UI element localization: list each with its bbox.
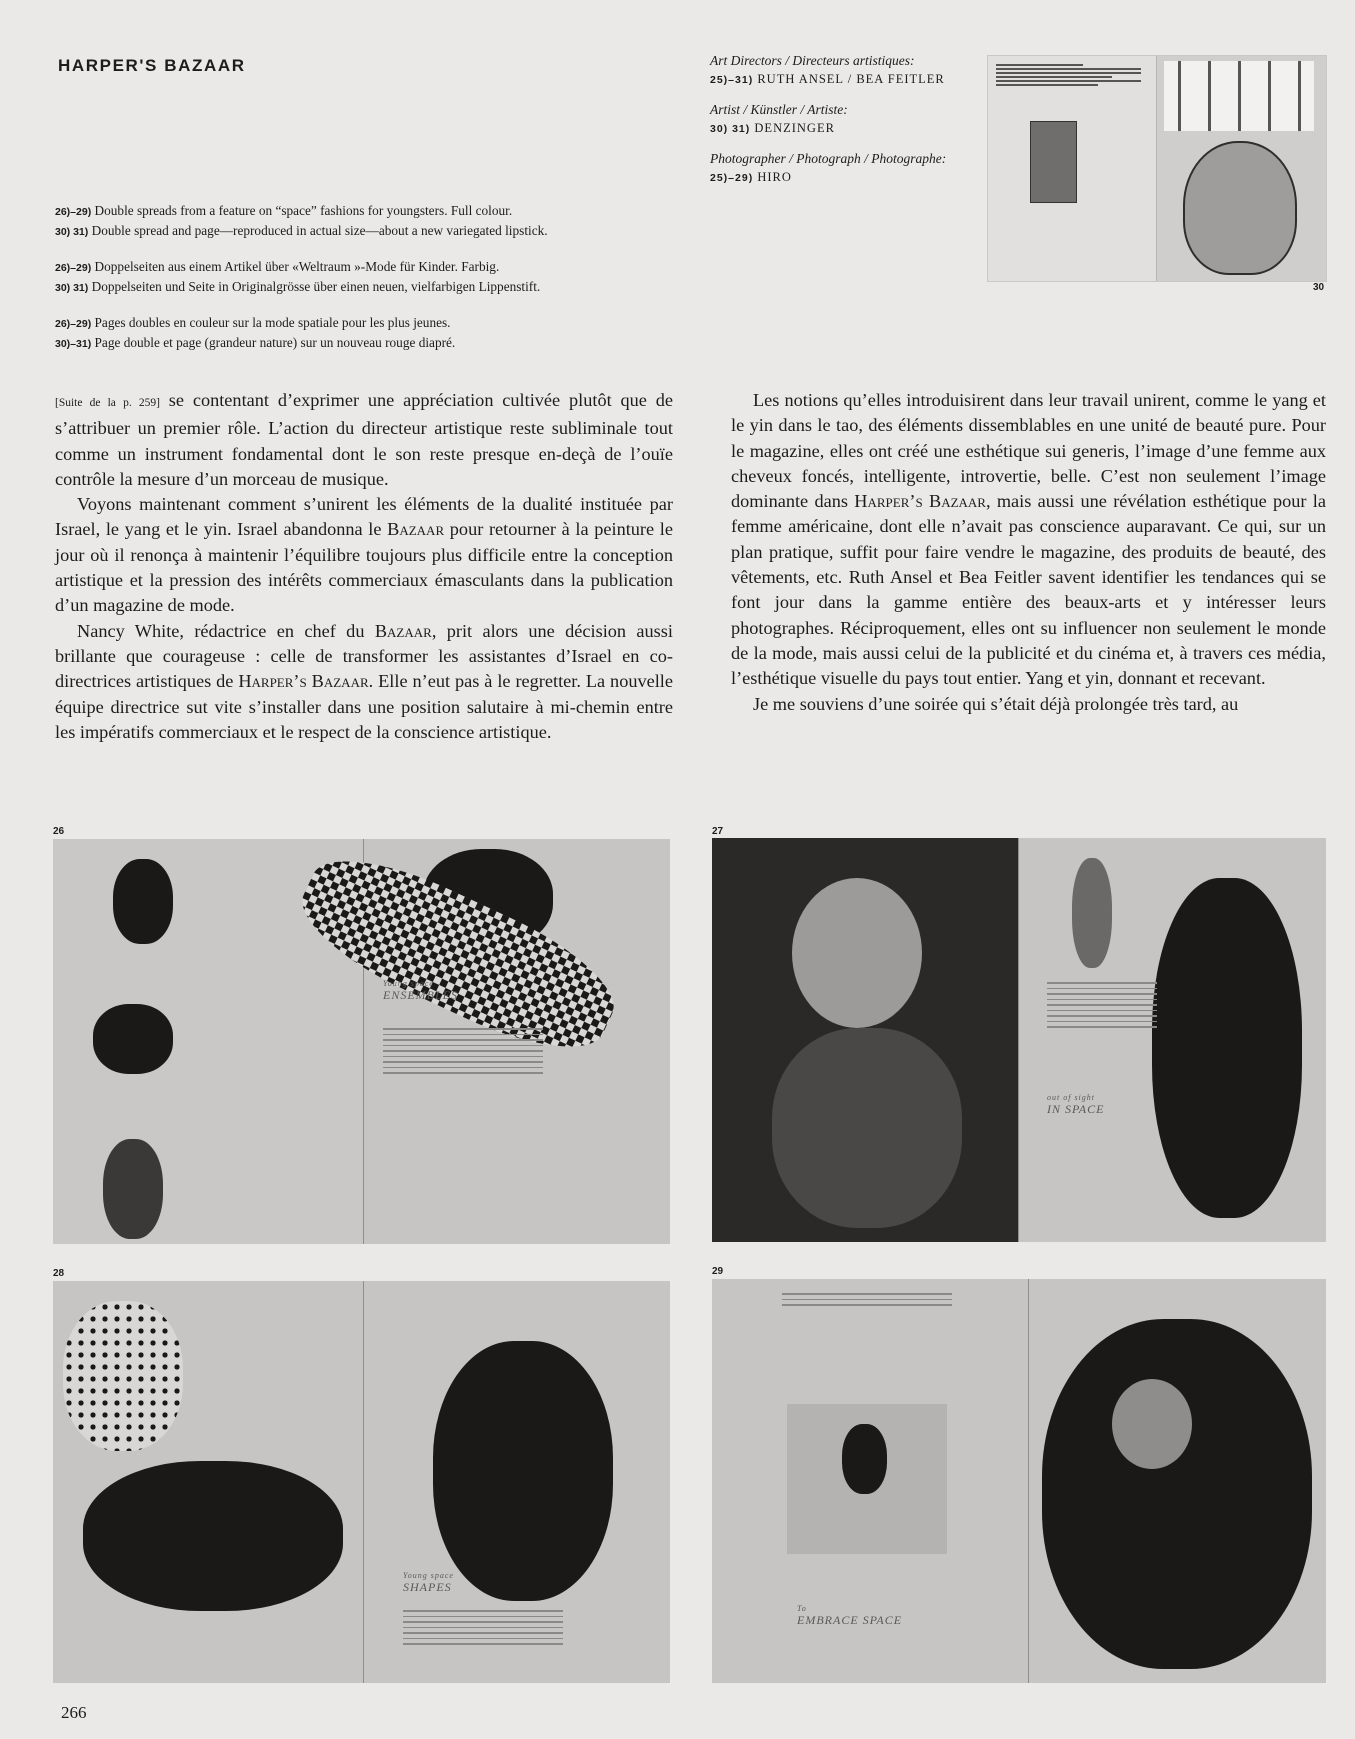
text: Nancy White, rédactrice en chef du xyxy=(77,620,375,641)
spread-kicker: Young space xyxy=(383,979,434,988)
right-page xyxy=(1157,56,1326,281)
caption-text: Doppelseiten und Seite in Originalgrösse über einen neuen, vielfarbigen Lippenstift. xyxy=(91,278,541,294)
text: Harper’s Bazaar xyxy=(238,671,369,692)
continued-from-note: [Suite de la p. 259] xyxy=(55,397,160,409)
caption-group-french xyxy=(55,314,675,353)
gutter xyxy=(363,1281,364,1683)
spread-heading xyxy=(1047,1093,1104,1117)
credit-role: Art Directors / Directeurs artistiques: xyxy=(710,53,915,68)
body-column-left xyxy=(55,388,673,745)
figure-silhouette xyxy=(83,1461,343,1611)
caption-text: Double spread and page—reproduced in actual size—about a new variegated lipstick. xyxy=(91,222,548,238)
spread-heading xyxy=(797,1604,902,1628)
gutter xyxy=(1028,1279,1029,1683)
magazine-title: HARPER'S BAZAAR xyxy=(58,56,246,75)
page-number: 266 xyxy=(61,1703,87,1722)
caption-line xyxy=(55,278,675,298)
caption-line xyxy=(55,222,675,242)
text: se contentant d’exprimer une appréciation cultivée plutôt que de s’attribuer un premier rôle. L’action du directeur artistique reste subliminale tout comme un instrument fondamental dont le son reste presque en-deçà de l’ouïe contrôle la mesure d’un morceau de musique. xyxy=(55,390,673,489)
credit-name-text: RUTH ANSEL / BEA FEITLER xyxy=(757,72,945,86)
spread-title: ENSEMBLES xyxy=(383,988,458,1002)
paragraph xyxy=(731,388,1326,692)
credit-number: 25)–29) xyxy=(710,172,754,184)
figure-silhouette xyxy=(1042,1319,1312,1669)
caption-line xyxy=(55,334,675,354)
text: Je me souviens d’une soirée qui s’était déjà prolongée très tard, au xyxy=(753,693,1239,714)
caption-number: 30) 31) xyxy=(55,281,89,294)
figure-silhouette xyxy=(842,1424,887,1494)
text-block-graphic xyxy=(996,62,1141,88)
caption-number: 26)–29) xyxy=(55,262,92,274)
text: Bazaar xyxy=(387,519,445,540)
figure-silhouette xyxy=(93,1004,173,1074)
gutter xyxy=(1018,838,1019,1242)
spread-heading xyxy=(383,979,458,1003)
caption-line xyxy=(55,258,675,278)
spread-title: IN SPACE xyxy=(1047,1102,1105,1116)
child-face xyxy=(1112,1379,1192,1469)
child-body xyxy=(772,1028,962,1228)
caption-number: 26)–29) xyxy=(55,206,92,218)
paragraph xyxy=(55,619,673,745)
caption-text: Pages doubles en couleur sur la mode spatiale pour les plus jeunes. xyxy=(94,315,451,330)
text: pour retourner à la peinture le jour où il renonça à maintenir l’équilibre toujours plus difficile entre la conception artistique et la pression des intérêts commerciaux émasculants dans la publication d’un magazine de mode. xyxy=(55,519,673,616)
caption-text: Double spreads from a feature on “space” fashions for youngsters. Full colour. xyxy=(94,203,513,218)
body-column-right xyxy=(731,388,1326,717)
child-face xyxy=(792,878,922,1028)
figure-silhouette xyxy=(433,1341,613,1601)
text: , mais aussi une révélation esthétique pour la femme américaine, dont elle n’avait pas conscience auparavant. Ce qui, sur un plan pratique, suffit pour faire vendre le magazine, des produits de beauté, des vêtements, etc. Ruth Ansel et Bea Feitler savent identifier les tendances qui se font jour dans la gamme entière des beaux-arts et y intéresser leurs photographes. Réciproquement, elles ont su influencer non seulement le monde de la mode, mais aussi celui de la publicité et du cinéma et, à travers ces média, l’esthétique visuelle du pays tout entier. Yang et yin, donnant et recevant. xyxy=(731,491,1326,689)
spread-title: SHAPES xyxy=(403,1580,452,1594)
text: . Elle n’eut pas à le regretter. La nouvelle équipe directrice sut vite s’installer dans une position salutaire à mi-chemin entre les impératifs commerciaux et le respect de la conscience artistique. xyxy=(55,671,674,742)
figure-30-lipstick-spread xyxy=(987,55,1327,282)
figure-silhouette xyxy=(103,1139,163,1239)
figure-silhouette xyxy=(1152,878,1302,1218)
caption-number: 30) 31) xyxy=(55,225,89,238)
figure-number: 29 xyxy=(712,1266,724,1277)
figure-26-photo-spread xyxy=(53,839,670,1244)
face-illustration xyxy=(1183,141,1297,275)
text: Les notions qu’elles introduisirent dans leur travail unirent, comme le yang et le yin dans le tao, des éléments dissemblables en une unité de beauté pure. Pour le magazine, elles ont créé une esthétique sui generis, l’image d’une femme aux cheveux foncés, intelligente, introvertie, belle. C’est non seulement l’image dominante dans xyxy=(731,390,1326,512)
left-page xyxy=(988,56,1157,281)
credit-role: Photographer / Photograph / Photographe: xyxy=(710,151,947,166)
caption-number: 26)–29) xyxy=(55,318,92,330)
figure-number: 27 xyxy=(712,826,724,837)
figure-28-photo-spread xyxy=(53,1281,670,1683)
spread-kicker: To xyxy=(797,1604,807,1613)
figure-number: 28 xyxy=(53,1268,65,1279)
paragraph xyxy=(55,492,673,618)
caption-text: Doppelseiten aus einem Artikel über «Weltraum »-Mode für Kinder. Farbig. xyxy=(94,259,500,274)
figure-number: 26 xyxy=(53,826,65,837)
spread-title: EMBRACE SPACE xyxy=(797,1613,903,1627)
figure-29-photo-spread xyxy=(712,1279,1326,1683)
spread-body-text xyxy=(782,1289,952,1310)
figure-number: 30 xyxy=(1313,282,1325,293)
spread-body-text xyxy=(403,1606,563,1649)
spread-heading xyxy=(403,1571,454,1595)
lipstick-graphic xyxy=(1164,61,1314,131)
spread-body-text xyxy=(1047,978,1157,1032)
caption-text: Page double et page (grandeur nature) sur un nouveau rouge diapré. xyxy=(94,334,456,350)
caption-group-english xyxy=(55,202,675,241)
text: Bazaar xyxy=(374,620,432,641)
figure-silhouette xyxy=(113,859,173,944)
credit-role: Artist / Künstler / Artiste: xyxy=(710,102,848,117)
text: Harper’s Bazaar xyxy=(854,491,986,512)
text: , prit alors une décision aussi brillante que courageuse : celle de transformer les assistantes d’Israel en co-directrices artistiques de xyxy=(55,620,673,692)
spread-kicker: out of sight xyxy=(1047,1093,1096,1102)
paragraph xyxy=(731,692,1326,717)
caption-group-german xyxy=(55,258,675,297)
figure-captions xyxy=(55,202,675,370)
illustration-graphic xyxy=(1030,121,1077,203)
credits xyxy=(710,51,980,198)
text: Voyons maintenant comment s’unirent les éléments de la dualité instituée par Israel, le yang et le yin. Israel abandonna le xyxy=(55,494,673,540)
credit-number: 25)–31) xyxy=(710,74,754,86)
credit-number: 30) 31) xyxy=(710,123,751,135)
caption-line xyxy=(55,314,675,334)
credit-name xyxy=(710,70,980,90)
spread-body-text xyxy=(383,1024,543,1078)
credit-name-text: HIRO xyxy=(757,170,792,184)
paragraph xyxy=(55,388,673,492)
caption-number: 30)–31) xyxy=(55,337,92,350)
polka-dot-cape xyxy=(63,1301,183,1451)
credit-name-text: DENZINGER xyxy=(754,121,835,135)
figure-silhouette xyxy=(1072,858,1112,968)
credit-name xyxy=(710,119,980,139)
figure-27-photo-spread xyxy=(712,838,1326,1242)
spread-kicker: Young space xyxy=(403,1571,454,1580)
credit-name xyxy=(710,168,980,188)
caption-line xyxy=(55,202,675,222)
